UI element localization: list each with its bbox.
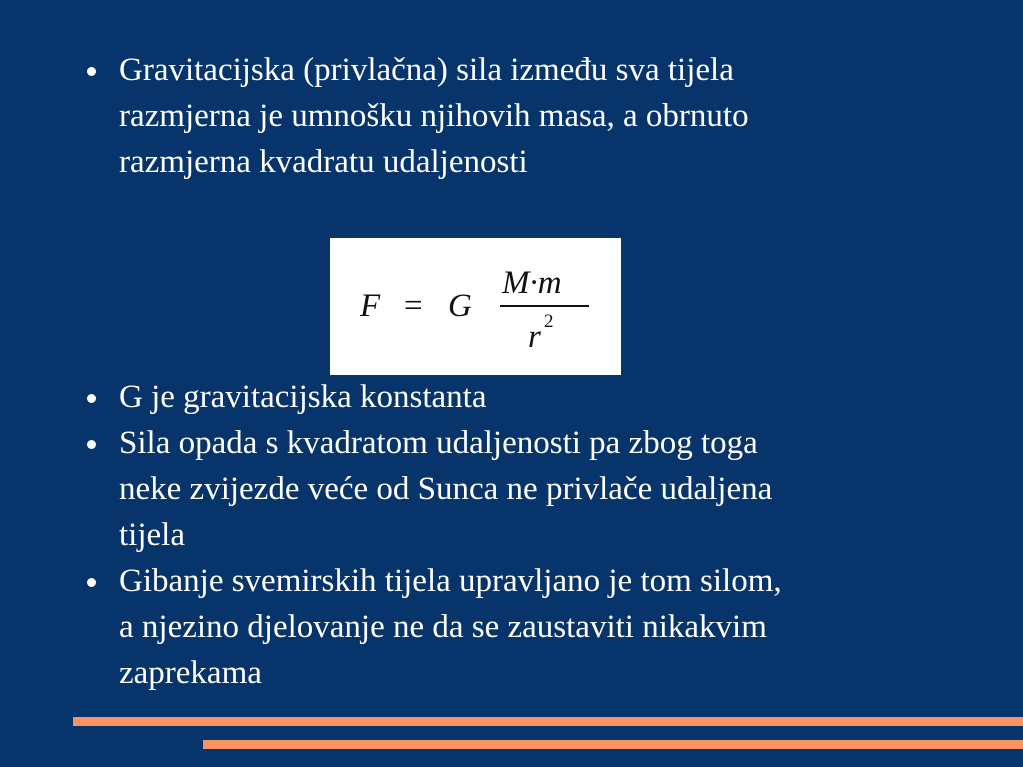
bullet-dot-icon [87,440,96,449]
bullet-item-gravity-definition [84,47,964,185]
bullet-dot-icon [87,67,96,76]
bullet-line: Gravitacijska (privlačna) sila između sva tijela [119,52,734,88]
bullet-line: Sila opada s kvadratom udaljenosti pa zbog toga [119,425,758,461]
formula-numerator: M·m [502,265,562,301]
formula-equals: = [404,288,423,324]
bullet-list-bottom [84,374,964,696]
formula-constant: G [448,288,472,324]
bullet-line: Gibanje svemirskih tijela upravljano je tom silom, [119,563,782,599]
bullet-line: G je gravitacijska konstanta [119,379,487,415]
bullet-item-gravitational-constant [84,374,964,420]
formula-image [330,238,621,375]
accent-stripe-lower [203,740,1023,749]
formula-lhs: F [360,288,381,324]
bullet-item-celestial-motion [84,558,964,696]
bullet-line: zaprekama [119,655,262,691]
formula-svg [330,238,621,375]
bullet-line: razmjerna kvadratu udaljenosti [119,144,528,180]
bullet-line: a njezino djelovanje ne da se zaustaviti nikakvim [119,609,767,645]
bullet-list-top [84,47,964,185]
formula-denominator-base: r [528,319,541,355]
bullet-item-force-decreases [84,420,964,558]
bullet-line: neke zvijezde veće od Sunca ne privlače udaljena [119,471,773,507]
bullet-line: razmjerna je umnošku njihovih masa, a obrnuto [119,98,749,134]
bullet-dot-icon [87,394,96,403]
bullet-line: tijela [119,517,185,553]
formula-denominator-exponent: 2 [544,311,554,332]
accent-stripe-upper [73,717,1023,726]
bullet-dot-icon [87,578,96,587]
